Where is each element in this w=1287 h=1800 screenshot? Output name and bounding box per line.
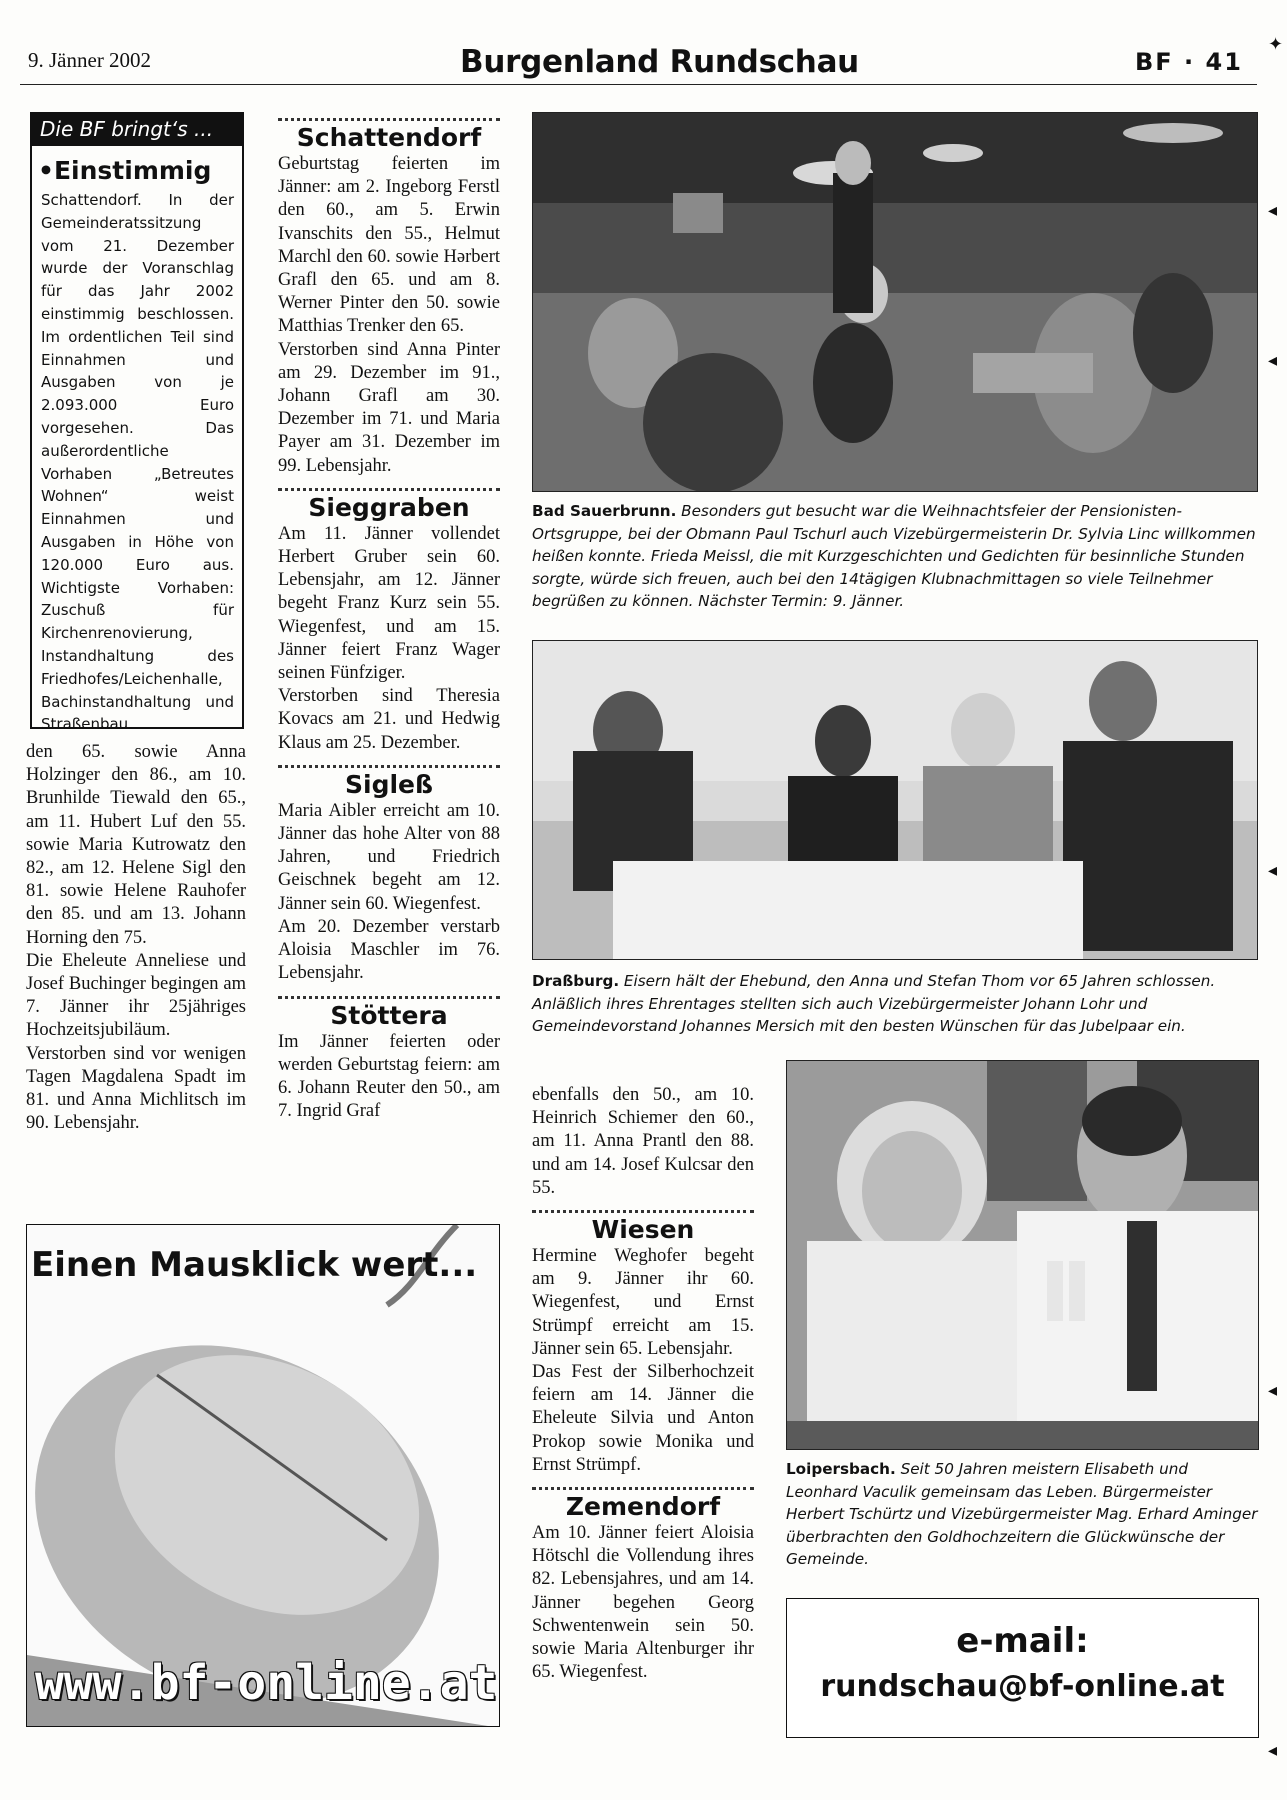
photo-loipersbach-image [787,1061,1259,1450]
photo-caption-loipersbach [786,1458,1262,1571]
infobox-title: •Einstimmig [38,156,212,185]
section-divider [278,996,500,999]
mouse-illustration [27,1225,500,1727]
photo-loipersbach [786,1060,1259,1450]
scan-mark: ✦ [1268,34,1284,55]
photo-bad-sauerbrunn [532,112,1258,492]
section-paragraph: Hermine Weghofer begeht am 9. Jänner ihr 60. Wiegenfest, und Ernst Strümpf erreicht am 15. Jänner sein 65. Lebensjahr. [532,1246,754,1359]
column-2 [278,118,500,1123]
scan-mark: ◂ [1268,1380,1278,1401]
section-paragraph: Maria Aibler erreicht am 10. Jänner das hohe Alter von 88 Jahren, und Friedrich Geischnek begeht am 12. Jänner sein 60. Wiegenfest. [278,800,500,914]
section-heading-stoettera: Stöttera [330,1000,448,1030]
section-paragraph: Am 10. Jänner feiert Aloisia Hötschl die Vollendung ihres 82. Lebensjahres, und am 14. Jänner begehen Georg Schwentenwein sein 50. sowie Maria Altenburger ihr 65. Wiegenfest. [532,1523,754,1683]
scan-mark: ◂ [1268,860,1278,881]
section-divider [278,118,500,121]
page-number: BF · 41 [1135,48,1243,76]
email-address[interactable]: rundschau@bf-online.at [820,1669,1225,1704]
section-divider [532,1210,754,1213]
section-heading-schattendorf: Schattendorf [296,123,482,152]
section-heading-wiesen: Wiesen [591,1215,695,1245]
ad-mausklick [26,1224,500,1727]
photo-bad-sauerbrunn-image [533,113,1258,492]
ad-mausklick-title: Einen Mausklick wert... [31,1245,478,1285]
email-label: e-mail: [956,1621,1089,1661]
column-3 [532,1084,754,1684]
column-1-paragraph: Die Eheleute Anneliese und Josef Buchinger begingen am 7. Jänner ihr 25jähriges Hochzeitsjubiläum. [26,950,246,1041]
ad-email [786,1598,1259,1738]
section-paragraph: Am 11. Jänner vollendet Herbert Gruber sein 60. Lebensjahr, am 12. Jänner begeht Franz Kurz sein 55. Wiegenfest, und am 15. Jänner feiert Franz Wager seinen Fünfziger. [278,523,500,684]
column-1-paragraph: den 65. sowie Anna Holzinger den 86., am 10. Brunhilde Tiewald den 65., am 11. Hubert Luf den 55. sowie Maria Kutrowatz den 82., am 12. Helene Sigl den 81. sowie Helene Rauhofer den 85. und am 13. Johann Horning den 75. [26,742,246,948]
header-rule [20,84,1257,85]
caption-place: Loipersbach. [786,1460,896,1478]
scan-mark: ◂ [1268,200,1278,221]
caption-place: Draßburg. [532,972,620,990]
section-divider [532,1487,754,1490]
section-heading-sieggraben: Sieggraben [308,492,470,522]
photo-drassburg [532,640,1258,960]
column-3-intro: ebenfalls den 50., am 10. Heinrich Schiemer den 60., am 11. Anna Prantl den 88. und am 14. Josef Kulcsar den 55. [532,1085,754,1198]
section-paragraph: Verstorben sind Theresia Kovacs am 21. und Hedwig Klaus am 25. Dezember. [278,686,500,753]
newspaper-title: Burgenland Rundschau [460,44,859,80]
caption-text: Seit 50 Jahren meistern Elisabeth und Leonhard Vaculik gemeinsam das Leben. Bürgermeister Herbert Tschürtz und Vizebürgermeister Mag. Erhard Aminger überbrachten den Goldhochzeitern die Glückwünsche der Gemeinde. [786,1460,1258,1569]
scan-mark: ◂ [1268,1740,1278,1761]
section-paragraph: Das Fest der Silberhochzeit feiern am 14. Jänner die Eheleute Silvia und Anton Prokop sowie Monika und Ernst Strümpf. [532,1362,754,1475]
caption-text: Eisern hält der Ehebund, den Anna und Stefan Thom vor 65 Jahren schlossen. Anläßlich ihres Ehrentages stellten sich auch Vizebürgermeister Johann Lohr und Gemeindevorstand Johannes Mersich mit den besten Wünschen für das Jubelpaar ein. [532,972,1216,1036]
scan-mark: ◂ [1268,350,1278,371]
caption-place: Bad Sauerbrunn. [532,502,677,520]
section-paragraph: Am 20. Dezember verstarb Aloisia Maschler im 76. Lebensjahr. [278,916,500,984]
section-paragraph: Geburtstag feierten im Jänner: am 2. Ingeborg Ferstl den 60., am 5. Erwin Ivanschits den 55., Helmut Marchl den 60. sowie Hәrbert Grafl den 65. und am 8. Werner Pinter den 50. sowie Matthias Trenker den 65. [278,154,500,337]
section-heading-zemendorf: Zemendorf [565,1492,721,1522]
section-divider [278,488,500,491]
caption-text: Besonders gut besucht war die Weihnachtsfeier der Pensionisten-Ortsgruppe, bei der Obmann Paul Tschurl auch Vizebürgermeisterin Dr. Sylvia Linc willkommen heißen konnte. Frieda Meissl, die mit Kurzgeschichten und Gedichten für besinnliche Stunden sorgte, würde sich freuen, auch bei den 14tägigen Klubnachmittagen so viele Teilnehmer begrüßen zu können. Nächster Termin: 9. Jänner. [532,502,1256,611]
issue-date: 9. Jänner 2002 [28,48,152,72]
section-paragraph: Verstorben sind Anna Pinter am 29. Dezember im 91., Johann Grafl am 30. Dezember im 71. und Maria Payer am 31. Dezember im 99. Lebensjahr. [278,339,500,476]
section-paragraph: Im Jänner feierten oder werden Geburtstag feiern: am 6. Johann Reuter den 50., am 7. Ingrid Graf [278,1031,500,1122]
infobox [30,112,244,734]
ad-mausklick-url[interactable]: www.bf-online.at [35,1655,498,1711]
photo-drassburg-image [533,641,1258,960]
section-heading-sigless: Sigleß [345,769,433,799]
photo-caption-bad-sauerbrunn [532,500,1260,613]
infobox-heading: Die BF bringt‘s ... [32,114,242,146]
infobox-text: Schattendorf. In der Gemeinderatssitzung vom 21. Dezember wurde der Voranschlag für das Jahr 2002 einstimmig beschlossen. Im ordentlichen Teil sind Einnahmen und Ausgaben von je 2.093.000 Euro vorgesehen. Das außerordentliche Vorhaben „Betreutes Wohnen“ weist Einnahmen und Ausgaben in Höhe von 120.000 Euro aus. Wichtigste Vorhaben: Zuschuß für Kirchenrenovierung, Instandhaltung des Friedhofes/Leichenhalle, Bachinstandhaltung und Straßenbau. [41,191,234,734]
column-1-text [26,741,246,1135]
photo-caption-drassburg [532,970,1260,1038]
section-divider [278,765,500,768]
column-1-paragraph: Verstorben sind vor wenigen Tagen Magdalena Spadt im 81. und Anna Michlitsch im 90. Lebensjahr. [26,1043,246,1134]
